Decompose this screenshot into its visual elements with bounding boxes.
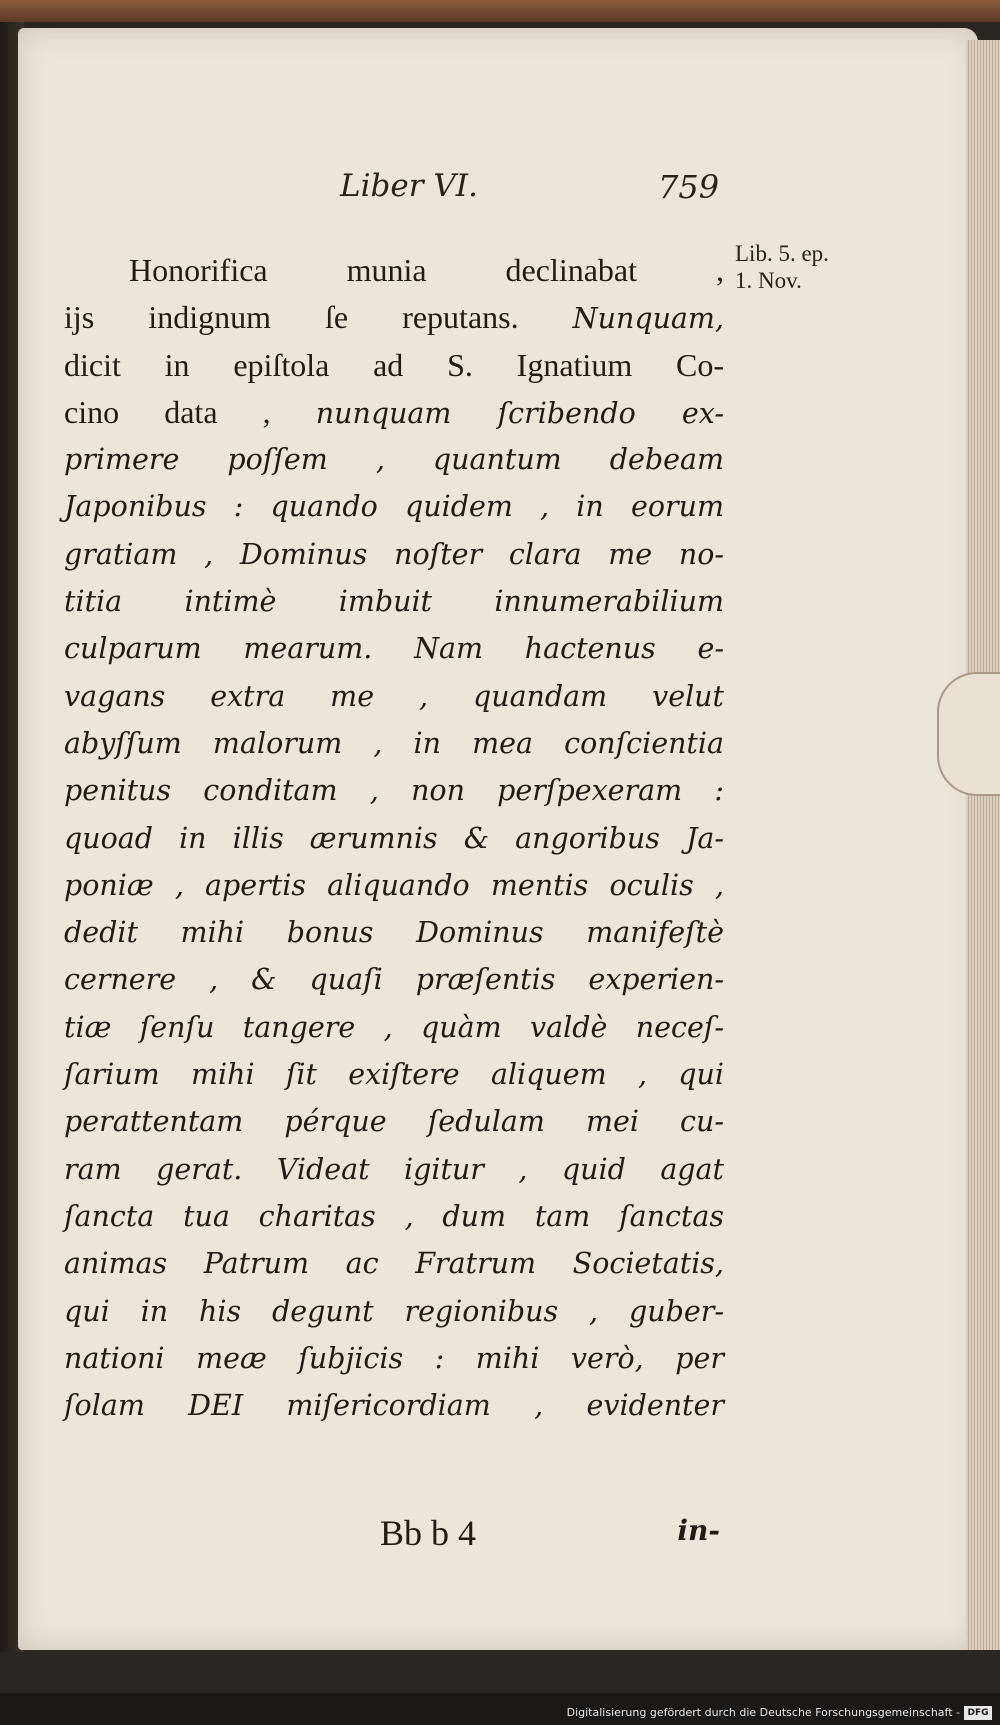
page-number: 759: [658, 168, 720, 206]
signature-mark: Bb b 4: [380, 1513, 477, 1553]
text-line: penitus conditam , non perſpexeram :: [64, 774, 724, 808]
catchword: in-: [677, 1514, 720, 1547]
text-line: [64, 294, 724, 341]
text-line: perattentam pérque ſedulam mei cu-: [64, 1105, 724, 1139]
text-line: poniæ , apertis aliquando mentis oculis ,: [64, 868, 724, 902]
credit-bar: [0, 1693, 1000, 1725]
text-line: [64, 389, 724, 436]
text-line: ram gerat. Videat igitur , quid agat: [64, 1152, 724, 1186]
text-line: nationi meæ ſubjicis : mihi verò, per: [64, 1341, 724, 1375]
text-line: abyſſum malorum , in mea conſcientia: [64, 726, 724, 760]
text-line: gratiam , Dominus noſter clara me no-: [64, 537, 724, 571]
text-line: culparum mearum. Nam hactenus e-: [64, 632, 724, 666]
running-head-title: Liber VI.: [340, 168, 478, 204]
text-line: titia intimè imbuit innumerabilium: [64, 585, 724, 619]
marginal-note-line: Lib. 5. ep.: [735, 241, 829, 266]
text-line: tiæ ſenſu tangere , quàm valdè neceſ-: [64, 1010, 724, 1044]
text-line: ſolam DEI miſericordiam , evidenter: [64, 1389, 724, 1423]
text-line: ſarium mihi ſit exiſtere aliquem , qui: [64, 1058, 724, 1092]
text-line: Japonibus : quando quidem , in eorum: [64, 490, 724, 524]
page-edges: [966, 40, 1000, 1650]
dfg-logo-icon: DFG: [964, 1706, 992, 1720]
text-line: vagans extra me , quandam velut: [64, 679, 724, 713]
digitization-credit: Digitalisierung gefördert durch die Deutsche Forschungsgemeinschaft -: [566, 1706, 960, 1719]
page-tab: [937, 672, 1000, 796]
text-line-italic: nunquam ſcribendo ex-: [315, 396, 724, 430]
text-line: cernere , & quaſi præſentis experien-: [64, 963, 724, 997]
marginal-note: [735, 240, 895, 294]
text-line: dedit mihi bonus Dominus manifeſtè: [64, 916, 724, 950]
text-line: animas Patrum ac Fratrum Societatis,: [64, 1247, 724, 1281]
marginal-note-line: 1. Nov.: [735, 268, 802, 293]
text-line-italic: Nunquam,: [572, 302, 724, 336]
page-footer: [380, 1512, 720, 1562]
text-line: qui in his degunt regionibus , guber-: [64, 1294, 724, 1328]
text-line: dicit in epiſtola ad S. Ignatium Co-: [64, 346, 724, 383]
running-head: [340, 168, 720, 218]
text-line-roman: ijs indignum ſe reputans.: [64, 299, 573, 336]
body-text: [64, 247, 724, 1429]
text-line: Honorifica munia declinabat ,: [129, 252, 724, 288]
text-line: primere poſſem , quantum debeam: [64, 443, 724, 477]
text-line: ſancta tua charitas , dum tam ſanctas: [64, 1199, 724, 1233]
book-top-edge: [0, 0, 1000, 22]
text-line-roman: cino data ,: [64, 393, 316, 430]
text-line: quoad in illis ærumnis & angoribus Ja-: [64, 821, 724, 855]
